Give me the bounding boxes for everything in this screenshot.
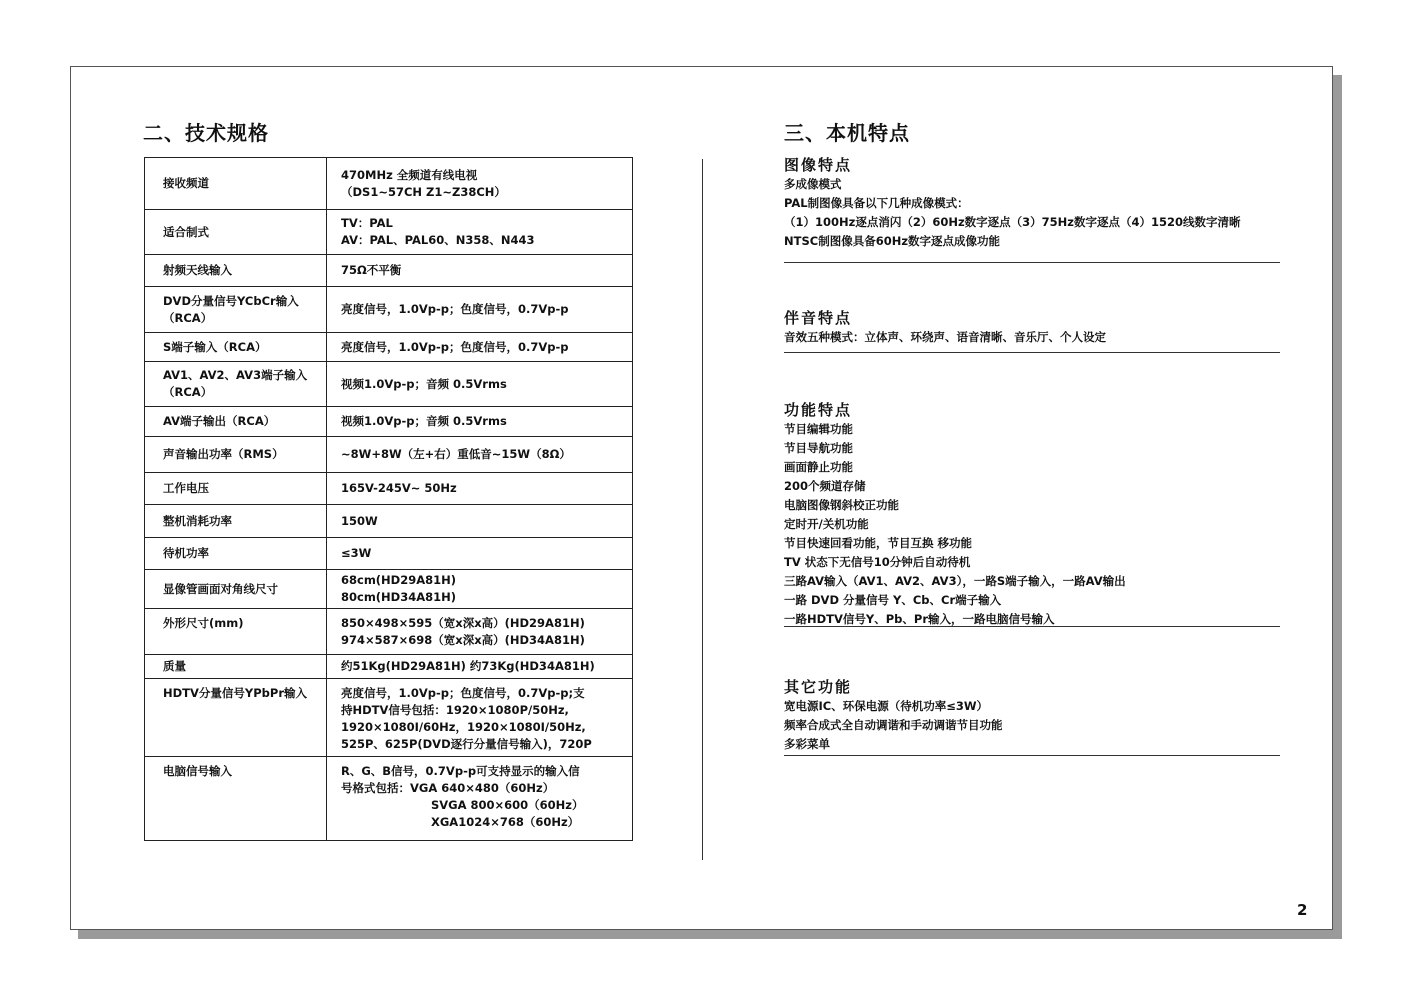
spec-label: S端子输入（RCA） xyxy=(145,333,327,362)
spec-label: 声音输出功率（RMS） xyxy=(145,437,327,473)
spec-value-line: 75Ω不平衡 xyxy=(341,263,402,277)
spec-row xyxy=(145,287,633,333)
spec-value-line: 850×498×595（宽x深x高）(HD29A81H) xyxy=(341,616,585,630)
feature-line: 频率合成式全自动调谐和手动调谐节目功能 xyxy=(784,718,1003,732)
spec-value xyxy=(327,473,633,505)
spec-row xyxy=(145,210,633,255)
spec-label: 接收频道 xyxy=(145,158,327,210)
spec-row xyxy=(145,679,633,757)
spec-value-line: R、G、B信号，0.7Vp-p可支持显示的输入信 xyxy=(341,764,580,778)
spec-value-line: 1920×1080I/60Hz，1920×1080I/50Hz, xyxy=(341,720,586,734)
feature-block-functions xyxy=(784,400,1280,627)
spec-value xyxy=(327,210,633,255)
feature-line: NTSC制图像具备60Hz数字逐点成像功能 xyxy=(784,234,1001,248)
feature-line: PAL制图像具备以下几种成像模式： xyxy=(784,196,969,210)
spec-value xyxy=(327,679,633,757)
page-number: 2 xyxy=(1297,901,1308,919)
spec-row xyxy=(145,437,633,473)
spec-row xyxy=(145,407,633,437)
spec-value xyxy=(327,757,633,841)
document-page xyxy=(70,66,1333,930)
feature-line: 电脑图像钢斜校正功能 xyxy=(784,498,899,512)
spec-value xyxy=(327,333,633,362)
feature-line: 音效五种模式：立体声、环绕声、语音清晰、音乐厅、个人设定 xyxy=(784,330,1106,344)
feature-line: 多成像模式 xyxy=(784,177,842,191)
spec-value-line: 持HDTV信号包括：1920×1080P/50Hz, xyxy=(341,703,569,717)
spec-value xyxy=(327,362,633,407)
spec-value xyxy=(327,255,633,287)
spec-value xyxy=(327,655,633,679)
feature-line: （1）100Hz逐点消闪（2）60Hz数字逐点（3）75Hz数字逐点（4）1520线数字清晰 xyxy=(784,215,1241,229)
feature-line: 200个频道存储 xyxy=(784,479,866,493)
spec-label: AV端子输出（RCA） xyxy=(145,407,327,437)
spec-label: 待机功率 xyxy=(145,538,327,570)
feature-line: 节目快速回看功能，节目互换 移功能 xyxy=(784,536,973,550)
spec-value xyxy=(327,505,633,538)
spec-label: HDTV分量信号YPbPr输入 xyxy=(145,679,327,757)
spec-value-line: 470MHz 全频道有线电视 xyxy=(341,167,478,182)
feature-block-title: 功能特点 xyxy=(784,401,853,419)
feature-block-image xyxy=(784,155,1280,263)
spec-label: 适合制式 xyxy=(145,210,327,255)
feature-block-other xyxy=(784,677,1280,756)
spec-row xyxy=(145,757,633,841)
spec-label: AV1、AV2、AV3端子输入（RCA） xyxy=(145,362,327,407)
spec-table xyxy=(144,157,633,841)
spec-label: 工作电压 xyxy=(145,473,327,505)
spec-value-line: SVGA 800×600（60Hz） xyxy=(431,798,584,812)
spec-value-line: ~8W+8W（左+右）重低音~15W（8Ω） xyxy=(341,447,571,461)
spec-row xyxy=(145,570,633,609)
spec-value-line: 974×587×698（宽x深x高）(HD34A81H) xyxy=(341,633,585,647)
spec-value-line: TV：PAL xyxy=(341,216,393,230)
spec-label: 外形尺寸(mm) xyxy=(145,609,327,655)
spec-value-line: 亮度信号，1.0Vp-p；色度信号，0.7Vp-p xyxy=(341,339,569,354)
spec-row xyxy=(145,538,633,570)
spec-value xyxy=(327,287,633,333)
spec-value-line: （DS1~57CH Z1~Z38CH） xyxy=(341,184,506,199)
spec-value xyxy=(327,407,633,437)
feature-line: 多彩菜单 xyxy=(784,737,830,751)
feature-line: TV 状态下无信号10分钟后自动待机 xyxy=(784,555,971,569)
spec-label: 整机消耗功率 xyxy=(145,505,327,538)
spec-value xyxy=(327,609,633,655)
spec-value-line: 150W xyxy=(341,513,378,528)
spec-value xyxy=(327,437,633,473)
spec-value xyxy=(327,570,633,609)
spec-row xyxy=(145,505,633,538)
spec-row xyxy=(145,473,633,505)
spec-value xyxy=(327,538,633,570)
spec-value-line: 号格式包括：VGA 640×480（60Hz） xyxy=(341,781,555,795)
feature-line: 画面静止功能 xyxy=(784,460,853,474)
feature-line: 节目导航功能 xyxy=(784,441,853,455)
spec-label: 电脑信号输入 xyxy=(145,757,327,841)
spec-row xyxy=(145,255,633,287)
spec-row xyxy=(145,655,633,679)
spec-value xyxy=(327,158,633,210)
feature-line: 三路AV输入（AV1、AV2、AV3），一路S端子输入，一路AV输出 xyxy=(784,574,1126,588)
spec-value-line: 80cm(HD34A81H) xyxy=(341,590,457,604)
feature-block-title: 图像特点 xyxy=(784,156,853,174)
spec-label: 显像管画面对角线尺寸 xyxy=(145,570,327,609)
spec-value-line: 亮度信号，1.0Vp-p；色度信号，0.7Vp-p;支 xyxy=(341,686,585,700)
feature-line: 一路HDTV信号Y、Pb、Pr输入，一路电脑信号输入 xyxy=(784,612,1055,626)
spec-row xyxy=(145,333,633,362)
spec-value-line: AV：PAL、PAL60、N358、N443 xyxy=(341,233,535,247)
feature-line: 宽电源IC、环保电源（待机功率≤3W） xyxy=(784,699,989,713)
spec-value-line: 165V-245V~ 50Hz xyxy=(341,481,457,495)
feature-block-title: 伴音特点 xyxy=(784,309,853,327)
spec-value-line: XGA1024×768（60Hz） xyxy=(431,815,580,829)
spec-row xyxy=(145,158,633,210)
spec-value-line: 视频1.0Vp-p；音频 0.5Vrms xyxy=(341,414,507,428)
spec-label: 射频天线输入 xyxy=(145,255,327,287)
spec-value-line: 约51Kg(HD29A81H) 约73Kg(HD34A81H) xyxy=(341,659,595,673)
feature-line: 定时开/关机功能 xyxy=(784,517,869,531)
feature-line: 一路 DVD 分量信号 Y、Cb、Cr端子输入 xyxy=(784,593,1002,607)
spec-row xyxy=(145,609,633,655)
spec-value-line: 525P、625P(DVD逐行分量信号输入)，720P xyxy=(341,737,592,751)
spec-value-line: 亮度信号，1.0Vp-p；色度信号，0.7Vp-p xyxy=(341,302,569,316)
features-heading: 三、本机特点 xyxy=(784,121,910,145)
feature-block-title: 其它功能 xyxy=(784,678,853,696)
spec-label: DVD分量信号YCbCr输入（RCA） xyxy=(145,287,327,333)
feature-block-audio xyxy=(784,308,1280,353)
feature-line: 节目编辑功能 xyxy=(784,422,853,436)
spec-value-line: 68cm(HD29A81H) xyxy=(341,573,457,587)
spec-value-line: ≤3W xyxy=(341,546,372,560)
spec-value-line: 视频1.0Vp-p；音频 0.5Vrms xyxy=(341,376,507,391)
spec-heading: 二、技术规格 xyxy=(143,121,269,145)
spec-label: 质量 xyxy=(145,655,327,679)
spec-row xyxy=(145,362,633,407)
column-divider xyxy=(702,159,703,860)
